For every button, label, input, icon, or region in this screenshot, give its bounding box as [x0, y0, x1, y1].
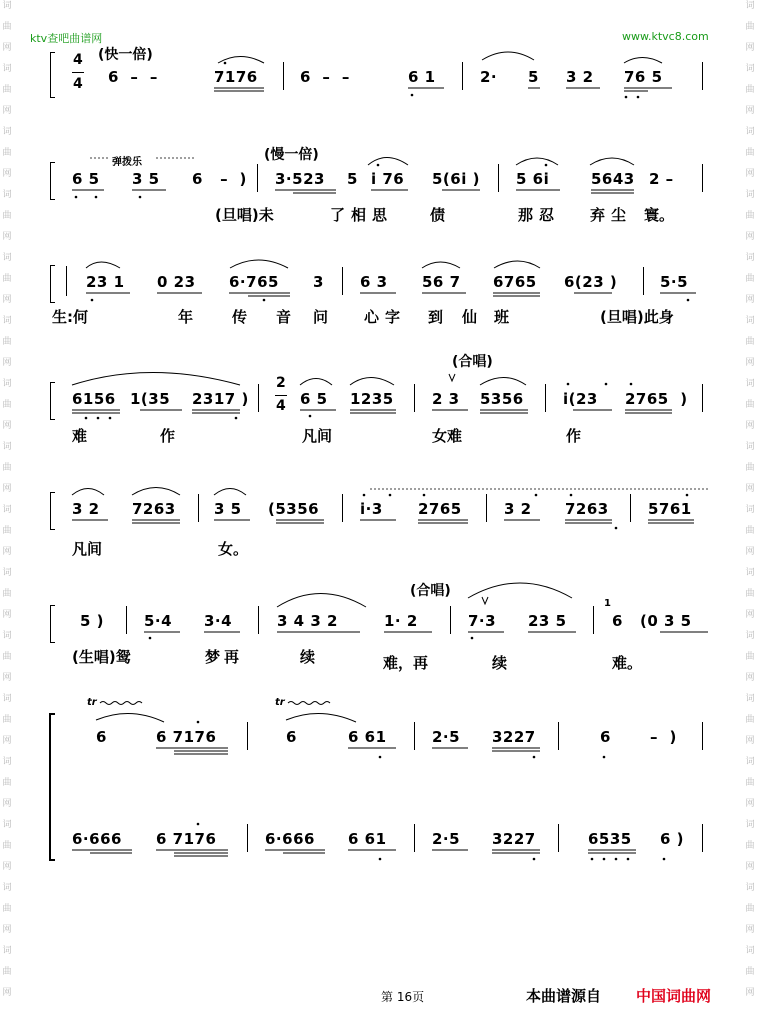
- note-group: 7176: [214, 68, 258, 86]
- lyric: 班: [494, 308, 510, 326]
- watermark-glyph: 词: [2, 505, 12, 515]
- watermark-glyph: 曲: [2, 652, 12, 662]
- watermark-glyph: 词: [745, 505, 755, 515]
- watermark-glyph: 词: [745, 631, 755, 641]
- watermark-glyph: 曲: [2, 841, 12, 851]
- slur: [230, 260, 288, 268]
- note-group: 2 –: [649, 170, 674, 188]
- note-group: 6·666: [265, 830, 315, 848]
- tempo-marking: (快一倍): [98, 47, 153, 63]
- note-group: 5 ): [80, 612, 105, 630]
- lyric: (旦唱)未: [215, 206, 274, 224]
- lyric: 梦再: [205, 648, 244, 666]
- note-group: 5643: [591, 170, 635, 188]
- watermark-glyph: 网: [745, 43, 755, 53]
- watermark-glyph: 曲: [745, 904, 755, 914]
- lyric: 债: [430, 206, 446, 224]
- watermark-glyph: 词: [2, 757, 12, 767]
- lyric: 作: [566, 427, 582, 445]
- watermark-glyph: 曲: [2, 526, 12, 536]
- watermark-glyph: 网: [2, 925, 12, 935]
- slur: [96, 713, 164, 722]
- note-group: 5: [347, 170, 358, 188]
- lyric: 仙: [462, 308, 478, 326]
- note-group: 5(6i ): [432, 170, 480, 188]
- note-group: – ): [650, 728, 677, 746]
- watermark-glyph: 词: [745, 694, 755, 704]
- watermark-glyph: 词: [2, 442, 12, 452]
- watermark-glyph: 曲: [745, 526, 755, 536]
- watermark-glyph: 曲: [2, 22, 12, 32]
- note-group: 3 2: [566, 68, 594, 86]
- lyric: 凡间: [72, 540, 103, 558]
- note-group: i 76: [371, 170, 405, 188]
- watermark-glyph: 网: [745, 232, 755, 242]
- watermark-glyph: 词: [2, 1, 12, 11]
- watermark-glyph: 词: [745, 316, 755, 326]
- watermark-glyph: 曲: [2, 85, 12, 95]
- watermark-glyph: 网: [2, 484, 12, 494]
- note-group: 6(23 ): [564, 273, 618, 291]
- note-group: 5 6i: [516, 170, 550, 188]
- note-group: 6 – –: [300, 68, 350, 86]
- watermark-glyph: 网: [2, 988, 12, 998]
- note-group: 3227: [492, 728, 536, 746]
- watermark-glyph: 曲: [2, 274, 12, 284]
- note-group: 2 3: [432, 390, 460, 408]
- watermark-glyph: 网: [2, 610, 12, 620]
- slur: [350, 378, 394, 386]
- watermark-glyph: 网: [745, 169, 755, 179]
- note-group: 76 5: [624, 68, 663, 86]
- watermark-glyph: 网: [2, 547, 12, 557]
- note-group: 6: [612, 612, 623, 630]
- lyric: 作: [160, 427, 176, 445]
- watermark-glyph: 网: [745, 862, 755, 872]
- watermark-glyph: 曲: [745, 652, 755, 662]
- lyric: 女。: [218, 540, 249, 558]
- note-group: 2317 ): [192, 390, 249, 408]
- watermark-glyph: 曲: [745, 841, 755, 851]
- time-signature-bottom: 4: [276, 398, 287, 414]
- watermark-glyph: 词: [745, 64, 755, 74]
- lyric: 传: [232, 308, 248, 326]
- watermark-glyph: 词: [745, 568, 755, 578]
- note-group: 6: [600, 728, 611, 746]
- note-group: 6 7176: [156, 830, 217, 848]
- watermark-glyph: 网: [2, 799, 12, 809]
- note-group: 6535: [588, 830, 632, 848]
- note-group: 6 5: [300, 390, 328, 408]
- watermark-glyph: 词: [2, 694, 12, 704]
- watermark-glyph: 曲: [2, 211, 12, 221]
- slur: [480, 378, 526, 386]
- time-signature-top: 2: [276, 375, 287, 391]
- watermark-glyph: 网: [2, 43, 12, 53]
- slur: [72, 373, 240, 386]
- watermark-glyph: 曲: [745, 967, 755, 977]
- tempo-marking: (慢一倍): [264, 147, 319, 163]
- note-group: 6 – ): [192, 170, 247, 188]
- slur: [494, 261, 540, 268]
- lyric: 了相思: [330, 206, 394, 224]
- note-group: i(23: [563, 390, 598, 408]
- lyric: 生:何: [52, 308, 88, 326]
- note-group: 2·: [480, 68, 498, 86]
- watermark-glyph: 网: [2, 862, 12, 872]
- watermark-glyph: 网: [745, 547, 755, 557]
- watermark-glyph: 曲: [2, 148, 12, 158]
- note-group: 6 – –: [108, 68, 158, 86]
- watermark-glyph: 网: [2, 421, 12, 431]
- watermark-glyph: 曲: [2, 778, 12, 788]
- lyric: (旦唱)此身: [600, 308, 674, 326]
- watermark-glyph: 曲: [2, 337, 12, 347]
- note-group: 6: [96, 728, 107, 746]
- grace-note: 1: [604, 598, 611, 609]
- note-group: 0 23: [157, 273, 196, 291]
- note-group: 6 7176: [156, 728, 217, 746]
- slur: [590, 158, 634, 165]
- watermark-glyph: 曲: [745, 400, 755, 410]
- watermark-glyph: 网: [745, 421, 755, 431]
- slur: [516, 158, 558, 165]
- note-group: 3·4: [204, 612, 233, 630]
- note-group: 6·765: [229, 273, 279, 291]
- lyric: 续: [300, 648, 316, 666]
- time-signature-bottom: 4: [73, 76, 84, 92]
- watermark-glyph: 曲: [745, 337, 755, 347]
- watermark-glyph: 曲: [2, 904, 12, 914]
- watermark-glyph: 词: [2, 127, 12, 137]
- watermark-glyph: 词: [745, 757, 755, 767]
- watermark-glyph: 词: [2, 568, 12, 578]
- note-group: 3 4 3 2: [277, 612, 338, 630]
- note-group: (5356: [268, 500, 320, 518]
- slur: [277, 594, 366, 608]
- watermark-glyph: 词: [2, 64, 12, 74]
- note-group: 6 5: [72, 170, 100, 188]
- watermark-glyph: 网: [745, 925, 755, 935]
- watermark-glyph: 词: [2, 316, 12, 326]
- slur: [624, 58, 662, 64]
- watermark-glyph: 词: [745, 379, 755, 389]
- watermark-glyph: 网: [745, 799, 755, 809]
- note-group: 5·5: [660, 273, 689, 291]
- slur: [422, 262, 460, 268]
- watermark-glyph: 词: [745, 946, 755, 956]
- lyric: 弃尘: [590, 206, 633, 224]
- watermark-glyph: 网: [2, 736, 12, 746]
- watermark-glyph: 词: [2, 883, 12, 893]
- watermark-glyph: 词: [745, 442, 755, 452]
- note-group: 6·666: [72, 830, 122, 848]
- note-group: 6765: [493, 273, 537, 291]
- slur: [468, 583, 572, 598]
- note-group: 6 3: [360, 273, 388, 291]
- watermark-glyph: 曲: [745, 589, 755, 599]
- watermark-glyph: 网: [745, 610, 755, 620]
- note-group: 3 5: [214, 500, 242, 518]
- slur: [368, 158, 408, 166]
- slur: [132, 488, 180, 496]
- trill-marking: tr: [275, 697, 285, 708]
- tempo-marking: (合唱): [452, 354, 493, 370]
- watermark-glyph: 曲: [2, 967, 12, 977]
- slur: [300, 379, 332, 386]
- watermark-glyph: 曲: [745, 211, 755, 221]
- watermark-glyph: 曲: [2, 589, 12, 599]
- note-group: 5761: [648, 500, 692, 518]
- watermark-glyph: 网: [745, 988, 755, 998]
- tempo-marking: (合唱): [410, 583, 451, 599]
- lyric: 年: [178, 308, 194, 326]
- watermark-glyph: 网: [745, 358, 755, 368]
- slur: [286, 713, 356, 722]
- note-group: 7263: [132, 500, 176, 518]
- watermark-glyph: 曲: [745, 463, 755, 473]
- note-group: 3227: [492, 830, 536, 848]
- watermark-glyph: 网: [745, 295, 755, 305]
- watermark-glyph: 网: [2, 232, 12, 242]
- slur: [86, 262, 120, 268]
- note-group: 6 61: [348, 728, 387, 746]
- watermark-glyph: 词: [745, 1, 755, 11]
- time-signature-top: 4: [73, 52, 84, 68]
- note-group: 6 ): [660, 830, 685, 848]
- lyric: 寰。: [644, 206, 675, 224]
- note-group: 2·5: [432, 830, 461, 848]
- lyric: 续: [492, 654, 508, 672]
- watermark-glyph: 词: [2, 190, 12, 200]
- lyric: 难: [72, 427, 88, 445]
- note-group: 3: [313, 273, 324, 291]
- note-group: 5356: [480, 390, 524, 408]
- note-group: 1235: [350, 390, 394, 408]
- watermark-glyph: 曲: [745, 778, 755, 788]
- watermark-glyph: 网: [745, 736, 755, 746]
- note-group: 3·523: [275, 170, 325, 188]
- lyric: 到: [428, 308, 444, 326]
- watermark-glyph: 网: [2, 169, 12, 179]
- note-group: 3 2: [72, 500, 100, 518]
- header-left-site: ktv查吧曲谱网: [30, 32, 103, 45]
- watermark-glyph: 网: [745, 106, 755, 116]
- note-group: (0 3 5: [640, 612, 692, 630]
- watermark-glyph: 词: [2, 379, 12, 389]
- note-group: 3 2: [504, 500, 532, 518]
- watermark-glyph: 词: [745, 190, 755, 200]
- watermark-glyph: 词: [2, 253, 12, 263]
- note-group: 6 1: [408, 68, 436, 86]
- page-number: 第 16页: [381, 990, 425, 1004]
- note-group: 23 5: [528, 612, 567, 630]
- watermark-glyph: 曲: [2, 400, 12, 410]
- source-brand-link[interactable]: 中国词曲网: [636, 987, 712, 1005]
- watermark-glyph: 网: [2, 673, 12, 683]
- header-right-site: www.ktvc8.com: [622, 30, 709, 43]
- lyric: 凡间: [302, 427, 333, 445]
- source-label: 本曲谱源自: [526, 987, 602, 1005]
- note-group: 2765: [418, 500, 462, 518]
- watermark-glyph: 词: [745, 253, 755, 263]
- note-group: 3 5: [132, 170, 160, 188]
- note-group: 6: [286, 728, 297, 746]
- note-group: 2·5: [432, 728, 461, 746]
- watermark-glyph: 词: [2, 631, 12, 641]
- note-group: 1(35: [130, 390, 171, 408]
- watermark-glyph: 网: [2, 358, 12, 368]
- watermark-glyph: 曲: [745, 148, 755, 158]
- lyric: (生唱)鸳: [72, 648, 131, 666]
- note-group: 5·4: [144, 612, 173, 630]
- watermark-glyph: 曲: [2, 463, 12, 473]
- watermark-glyph: 曲: [745, 274, 755, 284]
- note-group: 2765 ): [625, 390, 688, 408]
- watermark-glyph: 词: [2, 946, 12, 956]
- lyric: 难。: [612, 654, 643, 672]
- watermark-glyph: 词: [745, 127, 755, 137]
- note-group: 56 7: [422, 273, 461, 291]
- watermark-glyph: 词: [2, 820, 12, 830]
- note-group: 5: [528, 68, 539, 86]
- note-group: 23 1: [86, 273, 125, 291]
- watermark-glyph: 网: [745, 673, 755, 683]
- note-group: 6 61: [348, 830, 387, 848]
- annotation-plucked-strings: 弹拨乐: [112, 157, 142, 168]
- watermark-glyph: 网: [745, 484, 755, 494]
- trill-marking: tr: [87, 697, 97, 708]
- watermark-glyph: 网: [2, 106, 12, 116]
- lyric: 问: [313, 308, 329, 326]
- lyric: 心字: [364, 308, 407, 326]
- note-group: 7263: [565, 500, 609, 518]
- watermark-glyph: 曲: [745, 715, 755, 725]
- note-group: 6156: [72, 390, 116, 408]
- note-group: i·3: [360, 500, 383, 518]
- lyric: 音: [276, 308, 292, 326]
- slur: [72, 489, 104, 496]
- lyric: 女难: [432, 427, 463, 445]
- note-group: 7·3: [468, 612, 497, 630]
- watermark-glyph: 曲: [2, 715, 12, 725]
- slur: [214, 489, 246, 496]
- watermark-glyph: 曲: [745, 85, 755, 95]
- watermark-glyph: 网: [2, 295, 12, 305]
- slur: [482, 52, 534, 60]
- watermark-glyph: 词: [745, 820, 755, 830]
- watermark-glyph: 曲: [745, 22, 755, 32]
- lyric: 难，再: [383, 654, 429, 672]
- note-group: 1· 2: [384, 612, 418, 630]
- lyric: 那忍: [518, 206, 561, 224]
- watermark-glyph: 词: [745, 883, 755, 893]
